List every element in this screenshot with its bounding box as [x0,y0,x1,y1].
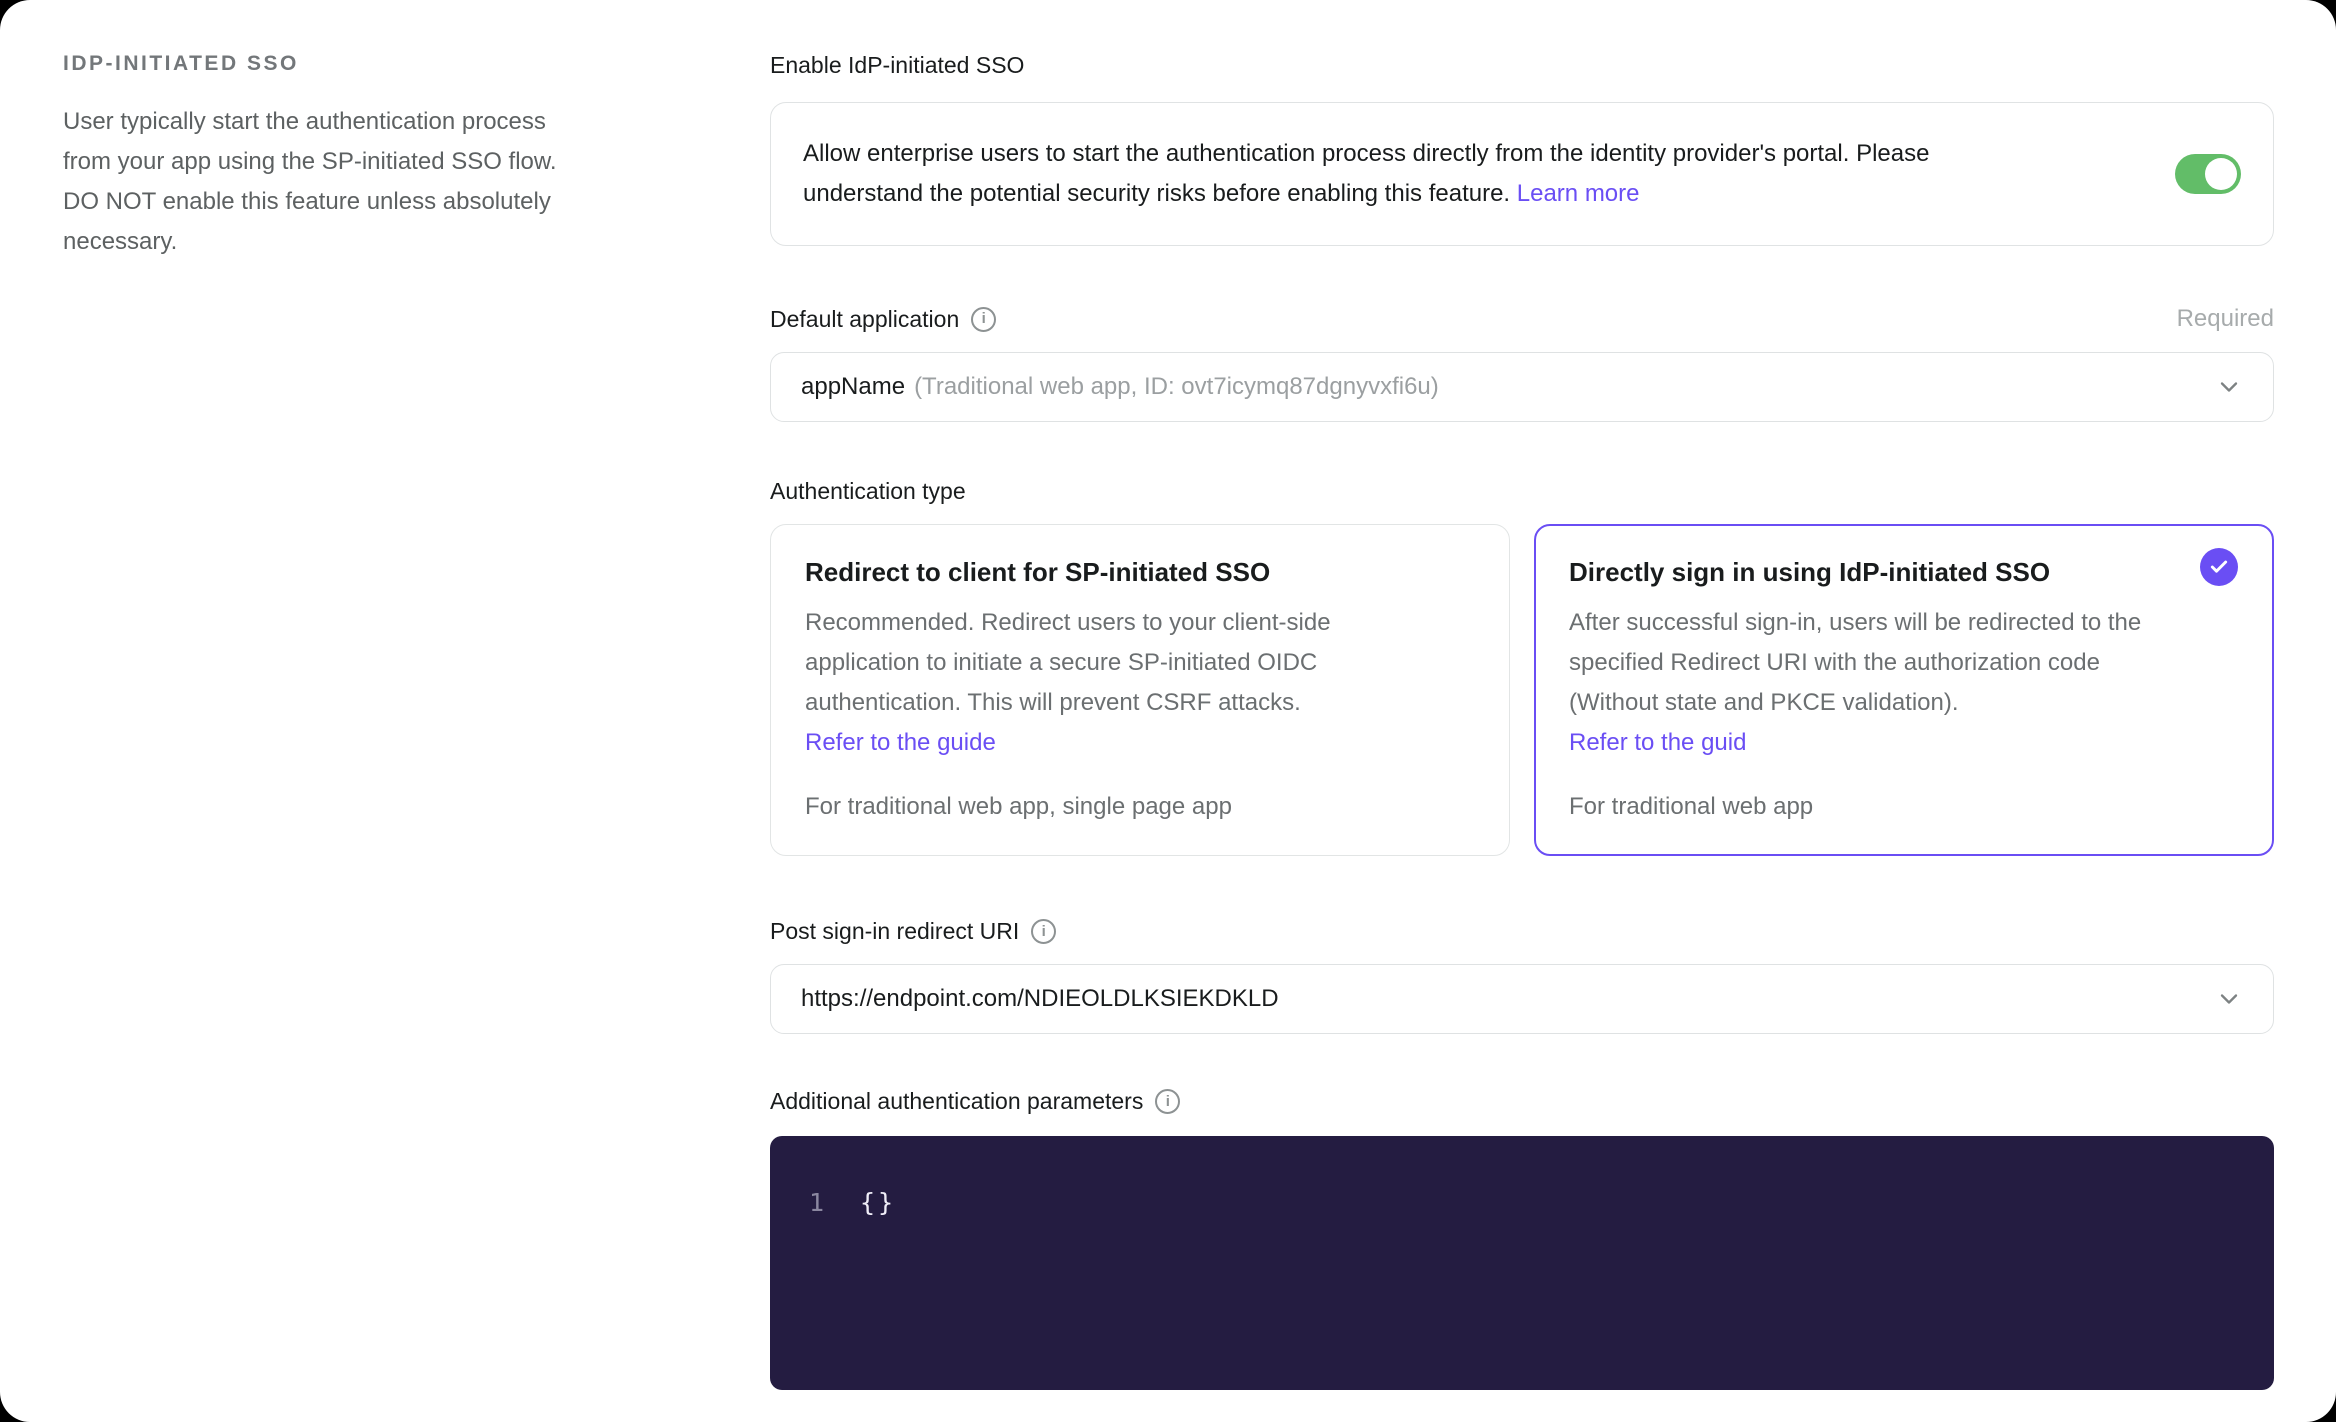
auth-option-idp-direct[interactable] [1534,524,2274,856]
default-application-label-group [770,304,996,334]
enable-idp-sso-description [803,134,2043,214]
info-icon[interactable]: i [1031,919,1056,944]
enable-idp-sso-toggle[interactable] [2175,154,2241,194]
section-description: User typically start the authentication process from your app using the SP-initiated SSO flow. DO NOT enable this feature unless absolutely necessary. [63,108,557,255]
section-heading: IDP-INITIATED SSO [63,52,299,75]
auth-option-title: Directly sign in using IdP-initiated SSO [1569,557,2051,587]
enable-idp-sso-description-text: Allow enterprise users to start the authentication process directly from the identity provider's portal. Please understand the potential security risks before enabling this feature. [803,140,1930,207]
auth-params-code-editor[interactable] [770,1136,2274,1390]
default-application-select[interactable] [770,352,2274,422]
auth-option-footnote: For traditional web app, single page app [805,793,1232,820]
chevron-down-icon [2215,985,2243,1013]
learn-more-link[interactable]: Learn more [1516,180,1640,207]
authentication-type-label: Authentication type [770,478,966,504]
redirect-uri-label-group [770,916,2274,946]
auth-params-label: Additional authentication parameters [770,1088,1144,1114]
info-icon[interactable]: i [971,307,996,332]
toggle-knob [2205,158,2237,190]
redirect-uri-label: Post sign-in redirect URI [770,918,1020,944]
auth-option-footnote: For traditional web app [1569,793,1814,820]
redirect-uri-field [770,916,2274,1034]
enable-idp-sso-card [770,102,2274,246]
authentication-type-options [770,524,2274,856]
selected-check-icon [2200,548,2238,586]
enable-idp-sso-field [770,50,2274,246]
chevron-down-icon [2215,373,2243,401]
selected-app-name: appName [801,373,906,400]
auth-option-description: After successful sign-in, users will be redirected to the specified Redirect URI with the authorization code (Without state and PKCE validation). [1569,609,2142,716]
default-application-field [770,304,2274,422]
auth-option-description: Recommended. Redirect users to your client-side application to initiate a secure SP-initiated OIDC authentication. This will prevent CSRF attacks. [805,609,1331,716]
required-badge: Required [2176,305,2274,332]
refer-to-guide-link[interactable]: Refer to the guide [805,729,996,756]
selected-app-detail: (Traditional web app, ID: ovt7icymq87dgnyvxfi6u) [914,373,1439,400]
section-sidebar [0,0,770,1422]
enable-idp-sso-label: Enable IdP-initiated SSO [770,52,1025,78]
default-application-label: Default application [770,306,960,332]
info-icon[interactable]: i [1155,1089,1180,1114]
auth-option-sp-redirect[interactable] [770,524,1510,856]
redirect-uri-value: https://endpoint.com/NDIEOLDLKSIEKDKLD [801,985,1279,1012]
authentication-type-field [770,476,2274,856]
default-application-label-row [770,304,2274,334]
auth-params-field [770,1086,2274,1390]
settings-form [770,0,2274,1422]
redirect-uri-select[interactable] [770,964,2274,1034]
auth-option-title: Redirect to client for SP-initiated SSO [805,557,1271,587]
refer-to-guide-link[interactable]: Refer to the guid [1569,729,1747,756]
editor-code-content: {} [860,1188,897,1217]
auth-params-label-group [770,1086,2274,1116]
editor-line-number: 1 [808,1188,824,1217]
